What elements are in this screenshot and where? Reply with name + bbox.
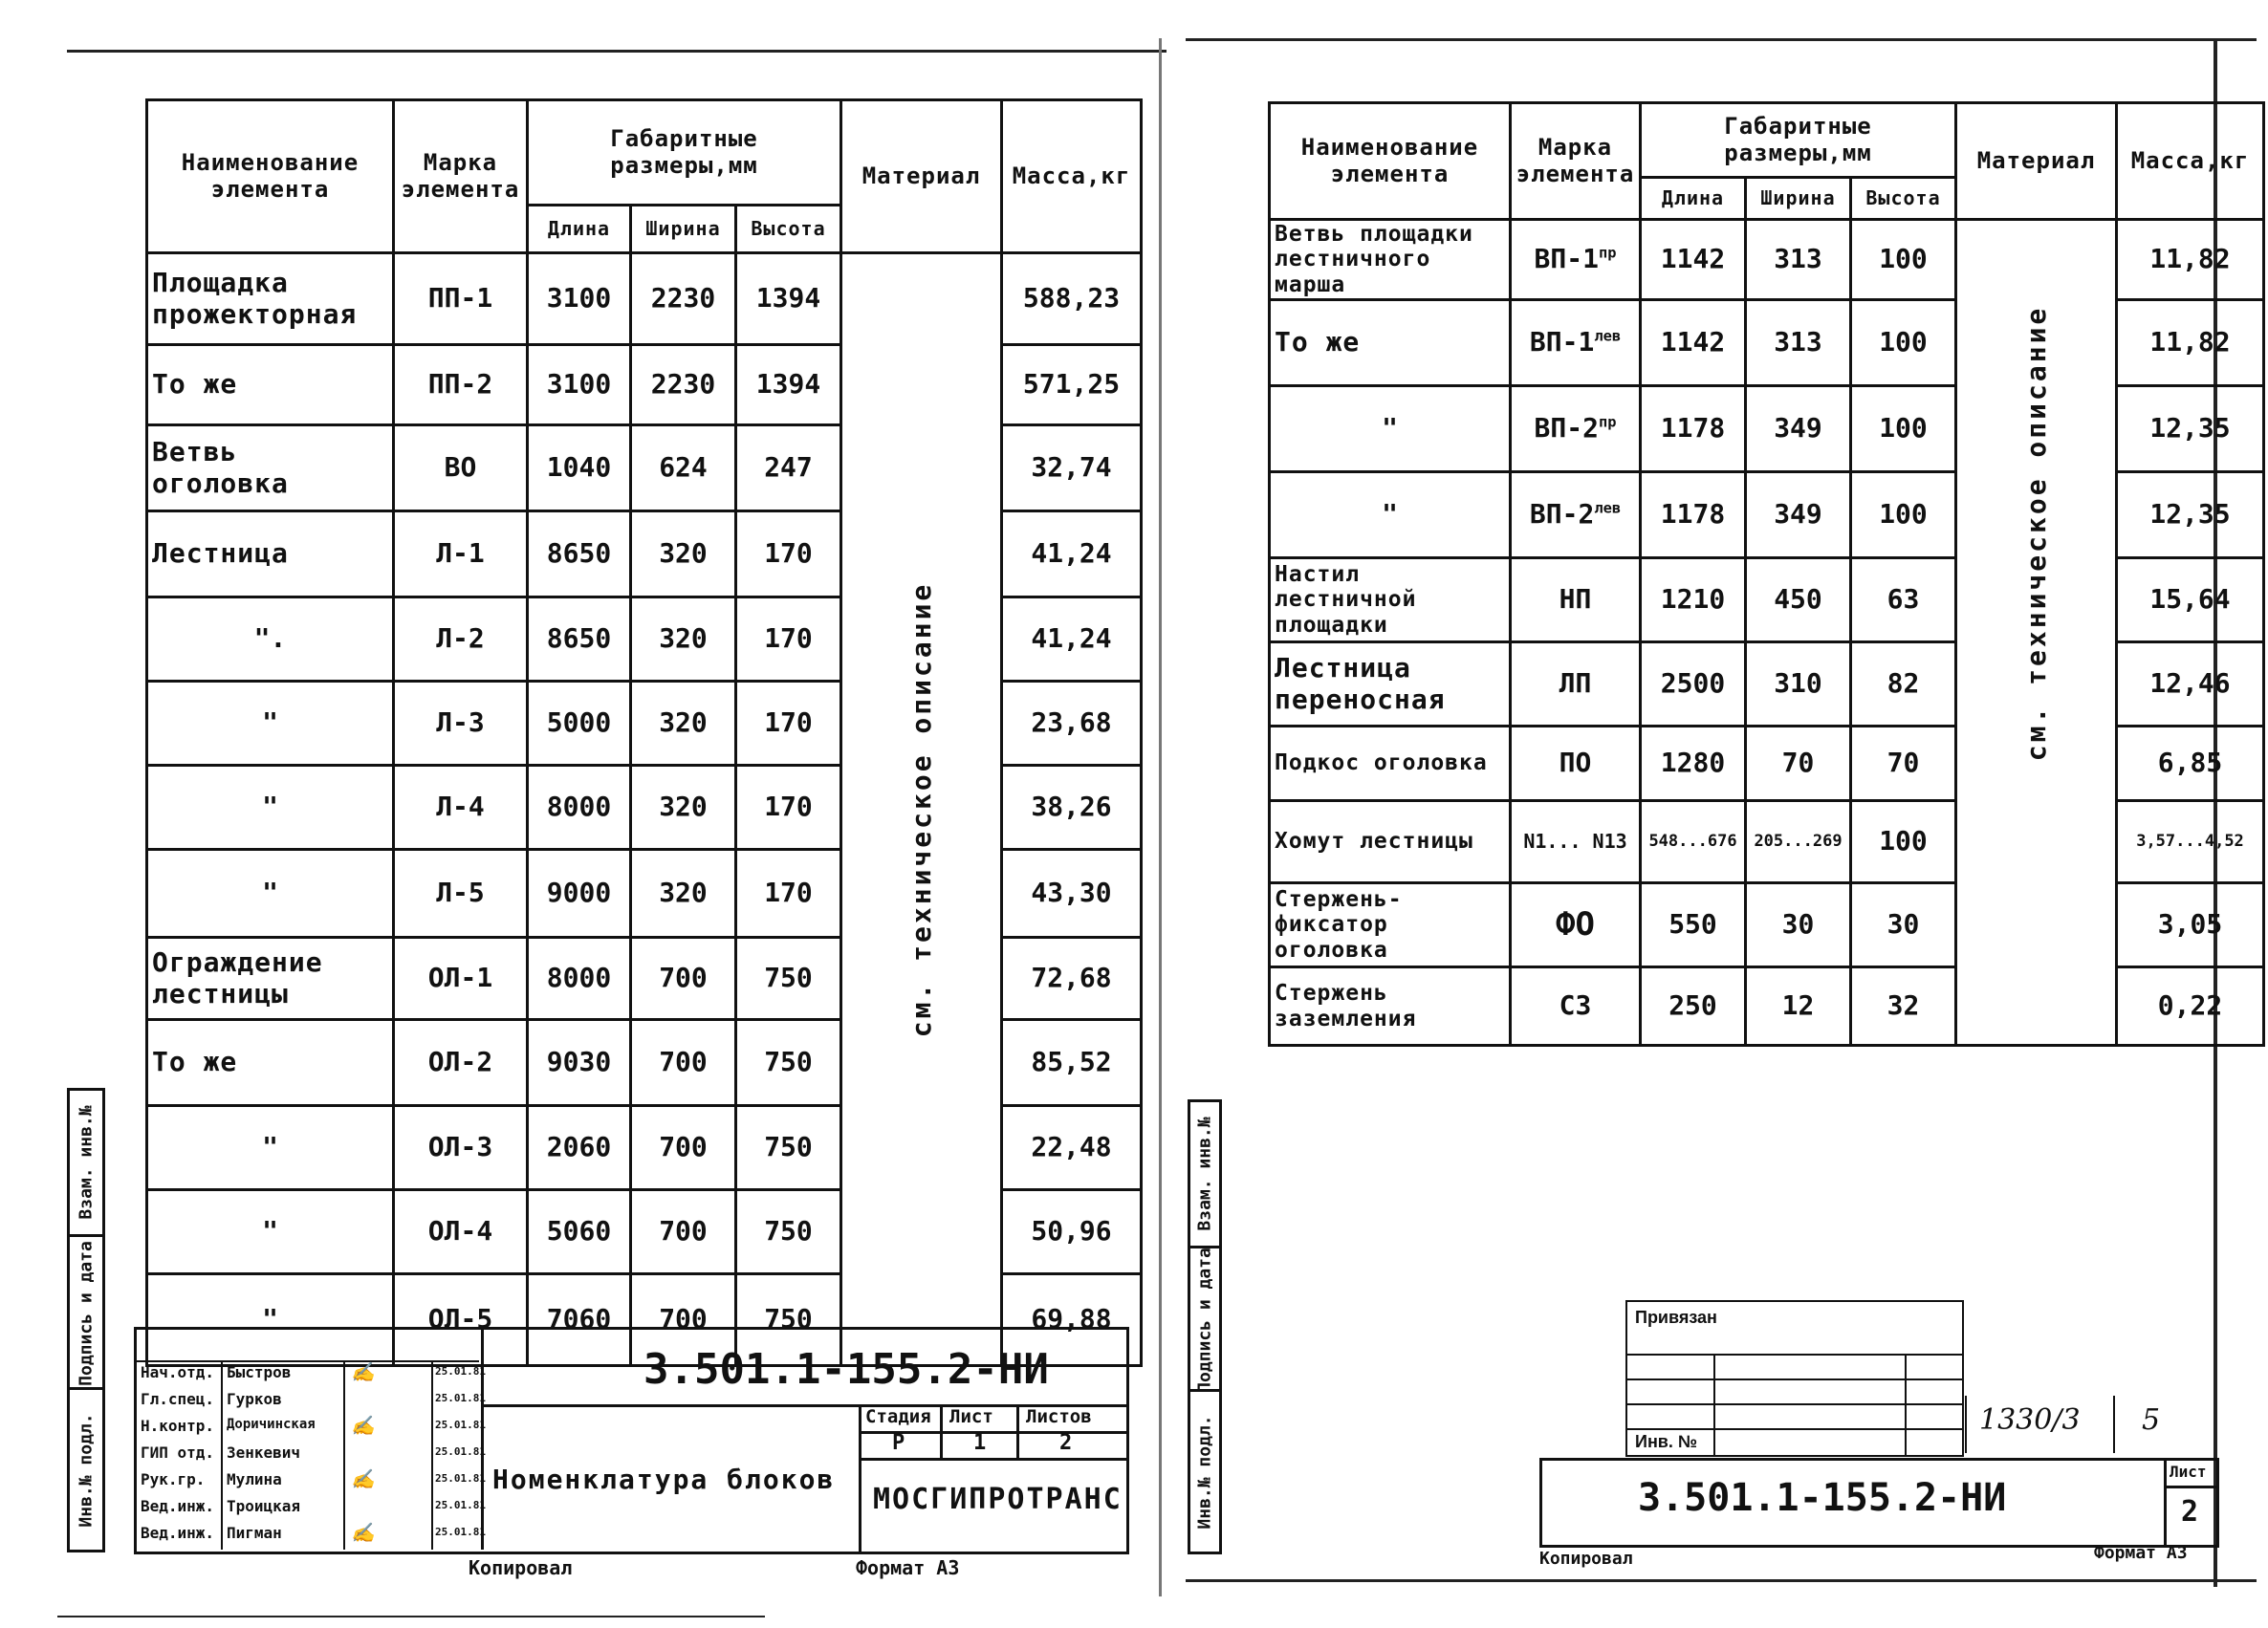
header-width: Ширина xyxy=(631,206,736,253)
row-mark xyxy=(1511,727,1641,801)
side-stamp-label: Взам. инв.№ xyxy=(76,1105,97,1220)
row-height: 70 xyxy=(1851,727,1956,801)
row-name: " xyxy=(147,1274,394,1366)
side-stamp-label: Взам. инв.№ xyxy=(1194,1117,1215,1231)
row-mass: 69,88 xyxy=(1002,1274,1142,1366)
row-length: 1142 xyxy=(1641,300,1746,386)
sheets-value: 2 xyxy=(1059,1431,1073,1455)
row-mark-sup: лев xyxy=(1594,500,1622,518)
row-name: " xyxy=(147,682,394,766)
staff-role: ГИП отд. xyxy=(141,1443,215,1462)
staff-date: 25.01.81 xyxy=(435,1419,486,1431)
row-length: 8650 xyxy=(528,597,631,682)
row-name: То же xyxy=(1270,300,1511,386)
row-width: 320 xyxy=(631,682,736,766)
row-width: 2230 xyxy=(631,345,736,425)
row-width: 320 xyxy=(631,511,736,597)
row-width: 700 xyxy=(631,1274,736,1366)
header-dims: Габаритные размеры,мм xyxy=(1641,103,1956,178)
row-mark: ВО xyxy=(394,425,528,511)
row-width: 30 xyxy=(1746,883,1851,967)
row-height: 170 xyxy=(736,766,841,850)
row-mark xyxy=(1511,472,1641,558)
staff-list xyxy=(137,1360,486,1550)
row-width: 205...269 xyxy=(1746,801,1851,883)
sheet-value: 1 xyxy=(973,1431,987,1455)
doc-code: 3.501.1-155.2-НИ xyxy=(643,1345,1049,1394)
header-mark: Марка элемента xyxy=(394,100,528,253)
row-name: Стержень заземления xyxy=(1270,967,1511,1046)
header-dims: Габаритные размеры,мм xyxy=(528,100,841,206)
row-length: 250 xyxy=(1641,967,1746,1046)
staff-date: 25.01.81 xyxy=(435,1392,486,1404)
format-label: Формат А3 xyxy=(2094,1543,2188,1563)
row-height: 32 xyxy=(1851,967,1956,1046)
table-row xyxy=(1270,220,2264,300)
row-mark: Л-5 xyxy=(394,850,528,938)
row-mass: 72,68 xyxy=(1002,938,1142,1020)
stage-label: Стадия xyxy=(865,1406,931,1427)
row-height: 63 xyxy=(1851,558,1956,642)
row-mark: ОЛ-3 xyxy=(394,1106,528,1190)
row-name: Ограждение лестницы xyxy=(147,938,394,1020)
row-mark-base: ВП-2 xyxy=(1534,412,1599,445)
row-name: " xyxy=(147,1106,394,1190)
row-height: 170 xyxy=(736,511,841,597)
row-mark-base: ВП-2 xyxy=(1529,498,1595,531)
row-name: То же xyxy=(147,1020,394,1106)
row-length: 1178 xyxy=(1641,386,1746,472)
row-mark-sup: пр xyxy=(1598,245,1617,263)
right-sheet xyxy=(1176,0,2268,1628)
header-name: Наименование элемента xyxy=(1270,103,1511,220)
row-width: 320 xyxy=(631,850,736,938)
side-stamp-left xyxy=(67,1088,105,1552)
side-stamp-right xyxy=(1188,1099,1222,1554)
row-length: 7060 xyxy=(528,1274,631,1366)
inv-label: Инв. № xyxy=(1635,1432,1697,1451)
row-mark: Л-2 xyxy=(394,597,528,682)
row-length: 1142 xyxy=(1641,220,1746,300)
row-mark: Л-4 xyxy=(394,766,528,850)
row-height: 100 xyxy=(1851,386,1956,472)
top-rule xyxy=(1186,38,2257,41)
material-cell xyxy=(1956,220,2117,1046)
header-mass: Масса,кг xyxy=(2117,103,2264,220)
row-mass: 6,85 xyxy=(2117,727,2264,801)
header-width: Ширина xyxy=(1746,178,1851,220)
row-width: 700 xyxy=(631,938,736,1020)
header-material: Материал xyxy=(1956,103,2117,220)
row-mass: 85,52 xyxy=(1002,1020,1142,1106)
row-length: 2500 xyxy=(1641,642,1746,727)
row-height: 170 xyxy=(736,597,841,682)
header-length: Длина xyxy=(1641,178,1746,220)
staff-role: Гл.спец. xyxy=(141,1390,215,1408)
row-mark-sup: лев xyxy=(1594,328,1622,346)
staff-name: Пигман xyxy=(227,1524,282,1542)
row-length: 3100 xyxy=(528,345,631,425)
row-width: 12 xyxy=(1746,967,1851,1046)
staff-role: Н.контр. xyxy=(141,1417,215,1435)
row-length: 550 xyxy=(1641,883,1746,967)
row-mass: 12,35 xyxy=(2117,472,2264,558)
row-height: 247 xyxy=(736,425,841,511)
row-mark: Л-3 xyxy=(394,682,528,766)
signature-icon: ✍ xyxy=(351,1521,375,1544)
table-row xyxy=(147,253,1142,345)
row-height: 1394 xyxy=(736,345,841,425)
row-mark xyxy=(1511,642,1641,727)
row-width: 624 xyxy=(631,425,736,511)
row-length: 8000 xyxy=(528,938,631,1020)
row-length: 1040 xyxy=(528,425,631,511)
row-mass: 41,24 xyxy=(1002,511,1142,597)
row-mass: 38,26 xyxy=(1002,766,1142,850)
signature-icon: ✍ xyxy=(351,1360,375,1383)
row-length: 9030 xyxy=(528,1020,631,1106)
header-height: Высота xyxy=(736,206,841,253)
sheet-label: Лист xyxy=(949,1406,993,1427)
header-mass: Масса,кг xyxy=(1002,100,1142,253)
copied-label: Копировал xyxy=(1539,1549,1633,1569)
row-width: 700 xyxy=(631,1020,736,1106)
sheet-value: 2 xyxy=(2181,1495,2199,1529)
row-width: 700 xyxy=(631,1190,736,1274)
bound-label: Привязан xyxy=(1635,1308,1717,1327)
binding-block xyxy=(1625,1300,1964,1457)
copied-label: Копировал xyxy=(469,1556,573,1579)
row-height: 82 xyxy=(1851,642,1956,727)
signature-icon: ✍ xyxy=(351,1467,375,1490)
header-material: Материал xyxy=(841,100,1002,253)
staff-role: Вед.инж. xyxy=(141,1524,215,1542)
row-mass: 3,05 xyxy=(2117,883,2264,967)
staff-name: Зенкевич xyxy=(227,1443,301,1462)
header-height: Высота xyxy=(1851,178,1956,220)
row-mark: Л-1 xyxy=(394,511,528,597)
row-length: 8000 xyxy=(528,766,631,850)
row-mark: ПП-2 xyxy=(394,345,528,425)
row-width: 320 xyxy=(631,597,736,682)
row-mark xyxy=(1511,220,1641,300)
title-block xyxy=(134,1327,1129,1554)
signature-icon: ✍ xyxy=(351,1414,375,1437)
row-name: " xyxy=(147,766,394,850)
sheet-title: Номенклатура блоков xyxy=(492,1464,836,1495)
sheet-label: Лист xyxy=(2170,1463,2207,1481)
row-mark-base: N1... N13 xyxy=(1523,830,1627,853)
row-mass: 41,24 xyxy=(1002,597,1142,682)
row-width: 349 xyxy=(1746,472,1851,558)
row-mark xyxy=(1511,883,1641,967)
row-width: 700 xyxy=(631,1106,736,1190)
order-no: 1330/3 xyxy=(1979,1403,2081,1437)
row-mark xyxy=(1511,801,1641,883)
row-height: 750 xyxy=(736,938,841,1020)
staff-role: Нач.отд. xyxy=(141,1363,215,1381)
staff-name: Гурков xyxy=(227,1390,282,1408)
staff-role: Рук.гр. xyxy=(141,1470,206,1488)
row-mark: ОЛ-2 xyxy=(394,1020,528,1106)
row-name: " xyxy=(1270,472,1511,558)
row-mark-base: ПО xyxy=(1559,747,1592,779)
row-mass: 3,57...4,52 xyxy=(2117,801,2264,883)
row-mark-base: НП xyxy=(1559,583,1592,616)
row-mark: ОЛ-1 xyxy=(394,938,528,1020)
top-rule xyxy=(67,50,1167,53)
row-length: 2060 xyxy=(528,1106,631,1190)
side-stamp-label: Инв.№ подл. xyxy=(76,1412,97,1528)
header-length: Длина xyxy=(528,206,631,253)
row-mass: 11,82 xyxy=(2117,220,2264,300)
row-name: Ветвь оголовка xyxy=(147,425,394,511)
staff-name: Доричинская xyxy=(227,1417,316,1432)
row-mass: 50,96 xyxy=(1002,1190,1142,1274)
row-mark xyxy=(1511,300,1641,386)
row-name: Лестница xyxy=(147,511,394,597)
row-mass: 11,82 xyxy=(2117,300,2264,386)
row-height: 100 xyxy=(1851,220,1956,300)
header-mark: Марка элемента xyxy=(1511,103,1641,220)
row-mark xyxy=(1511,558,1641,642)
row-mass: 43,30 xyxy=(1002,850,1142,938)
side-stamp-label: Подпись и дата xyxy=(1194,1248,1215,1393)
sheets-label: Листов xyxy=(1026,1406,1092,1427)
side-stamp-label: Подпись и дата xyxy=(76,1241,97,1386)
staff-date: 25.01.81 xyxy=(435,1499,486,1511)
row-mass: 12,46 xyxy=(2117,642,2264,727)
staff-date: 25.01.81 xyxy=(435,1445,486,1458)
row-length: 3100 xyxy=(528,253,631,345)
row-width: 313 xyxy=(1746,300,1851,386)
row-height: 750 xyxy=(736,1190,841,1274)
bottom-rule xyxy=(57,1616,765,1617)
row-name: " xyxy=(147,1190,394,1274)
row-height: 750 xyxy=(736,1020,841,1106)
material-cell xyxy=(841,253,1002,1366)
row-mark: ПП-1 xyxy=(394,253,528,345)
row-width: 70 xyxy=(1746,727,1851,801)
row-mass: 571,25 xyxy=(1002,345,1142,425)
row-name: Лестница переносная xyxy=(1270,642,1511,727)
row-mark-base: ВП-1 xyxy=(1534,243,1599,275)
row-mass: 0,22 xyxy=(2117,967,2264,1046)
row-height: 750 xyxy=(736,1274,841,1366)
row-length: 5000 xyxy=(528,682,631,766)
side-stamp-label: Инв.№ подл. xyxy=(1194,1414,1215,1530)
row-height: 30 xyxy=(1851,883,1956,967)
row-name: " xyxy=(1270,386,1511,472)
row-height: 100 xyxy=(1851,472,1956,558)
row-name: Ветвь площадки лестничного марша xyxy=(1270,220,1511,300)
bottom-rule xyxy=(1186,1579,2257,1582)
format-label: Формат А3 xyxy=(856,1556,960,1579)
row-mark xyxy=(1511,386,1641,472)
staff-role: Вед.инж. xyxy=(141,1497,215,1515)
doc-code: 3.501.1-155.2-НИ xyxy=(1638,1476,2007,1520)
row-mark xyxy=(1511,967,1641,1046)
row-mark-sup: пр xyxy=(1598,414,1617,432)
row-height: 170 xyxy=(736,850,841,938)
material-note: см. техническое описание xyxy=(905,581,937,1037)
row-name: Стержень-фиксатор оголовка xyxy=(1270,883,1511,967)
row-mark-base: ФО xyxy=(1556,904,1595,944)
row-name: ". xyxy=(147,597,394,682)
row-height: 1394 xyxy=(736,253,841,345)
staff-name: Троицкая xyxy=(227,1497,301,1515)
fold-line xyxy=(1159,38,1162,1596)
nomenclature-table-left xyxy=(145,98,1143,1367)
row-length: 548...676 xyxy=(1641,801,1746,883)
row-mass: 22,48 xyxy=(1002,1106,1142,1190)
org-name: МОСГИПРОТРАНС xyxy=(873,1483,1123,1516)
row-height: 170 xyxy=(736,682,841,766)
row-mark: ОЛ-4 xyxy=(394,1190,528,1274)
row-length: 5060 xyxy=(528,1190,631,1274)
row-mass: 588,23 xyxy=(1002,253,1142,345)
row-mass: 15,64 xyxy=(2117,558,2264,642)
row-width: 450 xyxy=(1746,558,1851,642)
row-width: 320 xyxy=(631,766,736,850)
row-length: 9000 xyxy=(528,850,631,938)
row-length: 8650 xyxy=(528,511,631,597)
page-no: 5 xyxy=(2142,1403,2161,1437)
row-name: Площадка прожекторная xyxy=(147,253,394,345)
staff-date: 25.01.81 xyxy=(435,1365,486,1378)
row-length: 1178 xyxy=(1641,472,1746,558)
row-mark-base: СЗ xyxy=(1559,989,1592,1022)
row-width: 310 xyxy=(1746,642,1851,727)
row-width: 349 xyxy=(1746,386,1851,472)
row-length: 1210 xyxy=(1641,558,1746,642)
row-name: Хомут лестницы xyxy=(1270,801,1511,883)
row-height: 100 xyxy=(1851,801,1956,883)
row-height: 750 xyxy=(736,1106,841,1190)
stage-value: Р xyxy=(892,1431,905,1455)
row-width: 313 xyxy=(1746,220,1851,300)
row-name: " xyxy=(147,850,394,938)
nomenclature-table-right xyxy=(1268,101,2265,1047)
staff-name: Быстров xyxy=(227,1363,292,1381)
row-length: 1280 xyxy=(1641,727,1746,801)
row-mark: ОЛ-5 xyxy=(394,1274,528,1366)
row-mass: 23,68 xyxy=(1002,682,1142,766)
doc-code-block xyxy=(1539,1458,2219,1548)
staff-date: 25.01.81 xyxy=(435,1526,486,1538)
row-mass: 32,74 xyxy=(1002,425,1142,511)
row-width: 2230 xyxy=(631,253,736,345)
staff-name: Мулина xyxy=(227,1470,282,1488)
header-name: Наименование элемента xyxy=(147,100,394,253)
staff-date: 25.01.81 xyxy=(435,1472,486,1485)
row-name: Настил лестничной площадки xyxy=(1270,558,1511,642)
row-mass: 12,35 xyxy=(2117,386,2264,472)
row-mark-base: ЛП xyxy=(1559,667,1592,700)
row-height: 100 xyxy=(1851,300,1956,386)
material-note: см. техническое описание xyxy=(2019,305,2052,762)
row-name: То же xyxy=(147,345,394,425)
row-mark-base: ВП-1 xyxy=(1529,326,1595,358)
row-name: Подкос оголовка xyxy=(1270,727,1511,801)
